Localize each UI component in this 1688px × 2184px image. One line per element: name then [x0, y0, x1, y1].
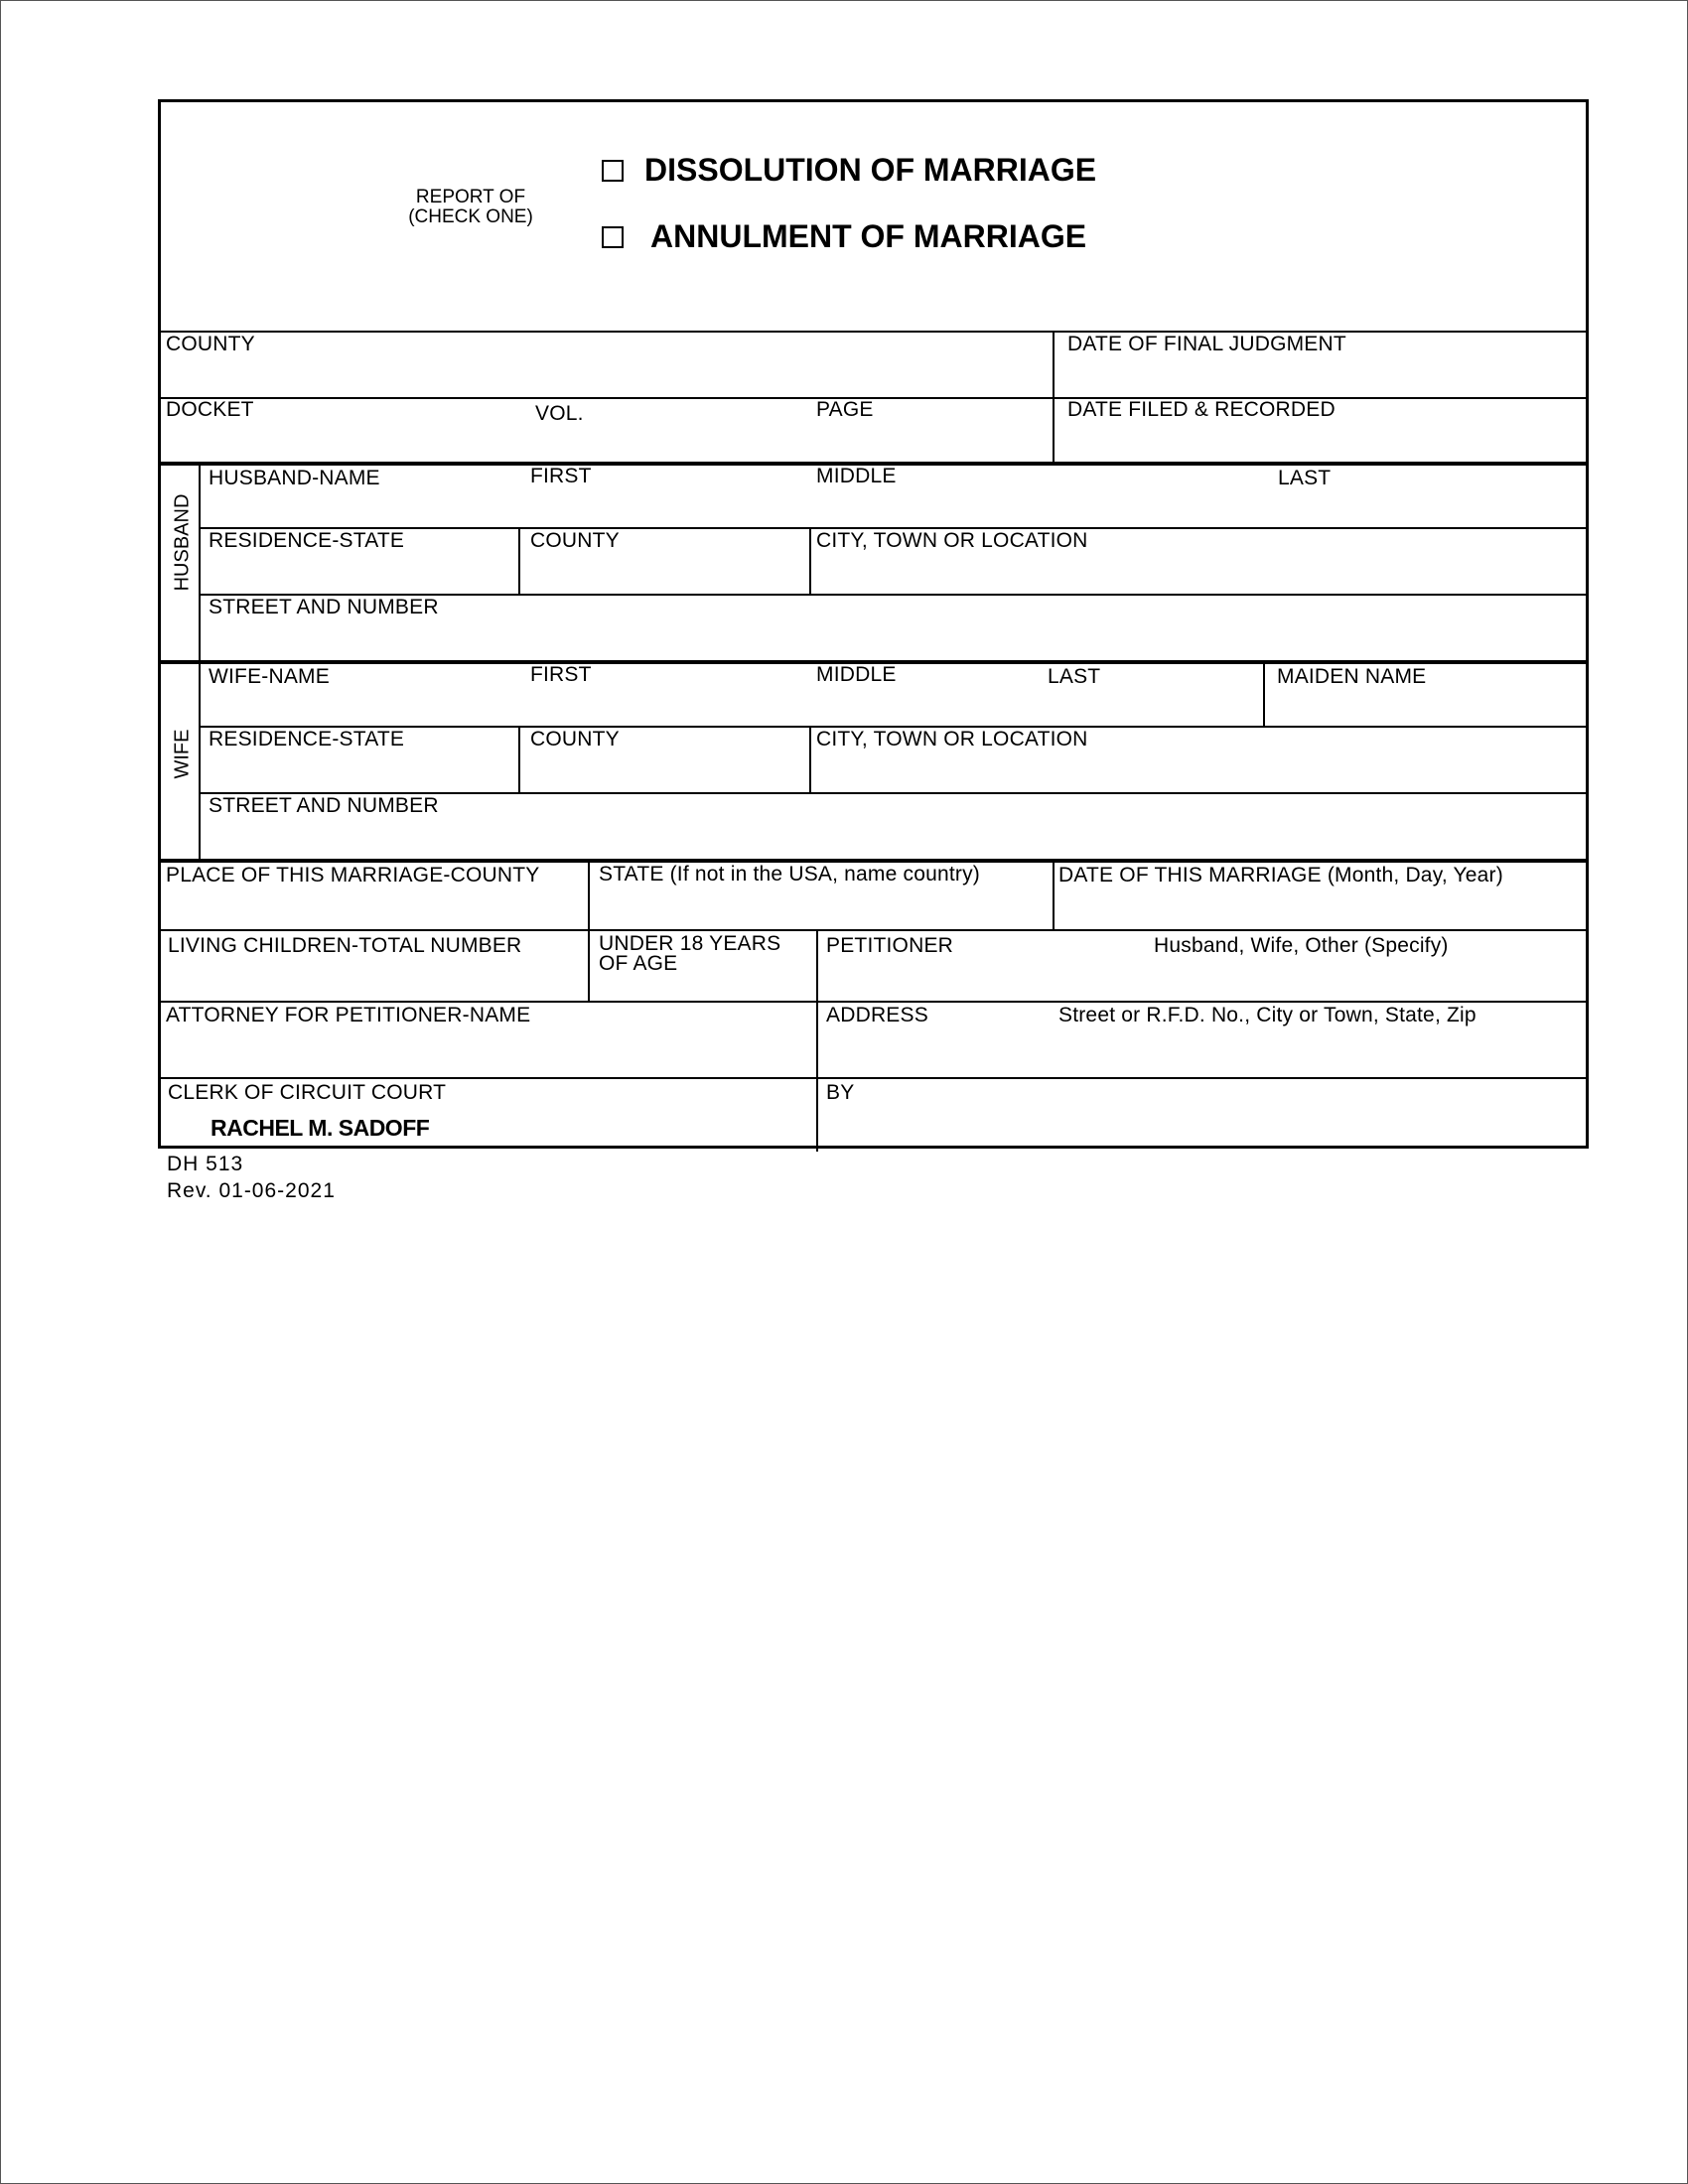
wife-street-field[interactable]	[201, 794, 1589, 858]
husband-middle-field[interactable]	[806, 466, 1253, 525]
husband-section-label: HUSBAND	[171, 493, 194, 592]
clerk-name: RACHEL M. SADOFF	[211, 1115, 430, 1141]
annulment-checkbox[interactable]	[602, 226, 624, 248]
under18-label-line2: OF AGE	[599, 952, 678, 975]
county-label: COUNTY	[166, 333, 255, 355]
wife-middle-field[interactable]	[806, 664, 1043, 724]
wife-last-field[interactable]	[1043, 664, 1261, 724]
husband-county-field[interactable]	[520, 529, 809, 593]
dissolution-checkbox[interactable]	[602, 160, 624, 182]
form-number: DH 513	[167, 1153, 244, 1175]
place-county-field[interactable]	[161, 863, 588, 928]
petitioner-label: PETITIONER	[826, 934, 954, 957]
wife-residence-state-field[interactable]	[201, 728, 518, 791]
children-field[interactable]	[161, 931, 588, 1001]
clerk-label: CLERK OF CIRCUIT COURT	[168, 1081, 447, 1104]
petitioner-field[interactable]	[818, 931, 1589, 1001]
wife-county-field[interactable]	[520, 728, 809, 791]
date-final-judgment-label: DATE OF FINAL JUDGMENT	[1067, 333, 1346, 355]
report-of-text: REPORT OF	[415, 187, 526, 207]
docket-field[interactable]	[161, 399, 528, 461]
marriage-state-field[interactable]	[590, 863, 1053, 928]
husband-residence-state-label: RESIDENCE-STATE	[209, 529, 405, 552]
address-field[interactable]	[818, 1003, 1589, 1076]
by-label: BY	[826, 1081, 855, 1104]
report-form	[158, 99, 1589, 1149]
wife-name-label: WIFE-NAME	[209, 665, 330, 688]
husband-last-label: LAST	[1278, 467, 1332, 489]
annulment-label: ANNULMENT OF MARRIAGE	[650, 218, 1087, 254]
husband-last-field[interactable]	[1253, 466, 1589, 525]
county-field[interactable]	[161, 333, 1051, 396]
wife-first-label: FIRST	[530, 663, 592, 686]
date-filed-label: DATE FILED & RECORDED	[1067, 398, 1336, 421]
husband-first-label: FIRST	[530, 465, 592, 487]
petitioner-hint: Husband, Wife, Other (Specify)	[1154, 934, 1449, 957]
date-final-judgment-field[interactable]	[1055, 333, 1589, 396]
wife-city-field[interactable]	[811, 728, 1589, 791]
vol-field[interactable]	[528, 399, 806, 461]
wife-city-label: CITY, TOWN OR LOCATION	[816, 728, 1088, 751]
husband-residence-state-field[interactable]	[201, 529, 518, 593]
marriage-state-label: STATE (If not in the USA, name country)	[599, 863, 980, 886]
vol-label: VOL.	[535, 402, 584, 425]
address-hint: Street or R.F.D. No., City or Town, State, Zip	[1058, 1004, 1477, 1026]
page-label: PAGE	[816, 398, 874, 421]
wife-section-label: WIFE	[171, 729, 194, 779]
page-field[interactable]	[806, 399, 1051, 461]
place-county-label: PLACE OF THIS MARRIAGE-COUNTY	[166, 864, 540, 887]
wife-last-label: LAST	[1048, 665, 1101, 688]
marriage-date-field[interactable]	[1055, 863, 1589, 928]
wife-first-field[interactable]	[528, 664, 806, 724]
wife-maiden-label: MAIDEN NAME	[1277, 665, 1427, 688]
attorney-label: ATTORNEY FOR PETITIONER-NAME	[166, 1004, 531, 1026]
address-label: ADDRESS	[826, 1004, 928, 1026]
docket-label: DOCKET	[166, 398, 254, 421]
attorney-field[interactable]	[161, 1003, 816, 1076]
husband-city-field[interactable]	[811, 529, 1589, 593]
date-filed-field[interactable]	[1055, 399, 1589, 461]
check-one-text: (CHECK ONE)	[408, 206, 533, 227]
dissolution-label: DISSOLUTION OF MARRIAGE	[644, 152, 1097, 188]
children-label: LIVING CHILDREN-TOTAL NUMBER	[168, 934, 522, 957]
husband-street-field[interactable]	[201, 596, 1589, 659]
husband-city-label: CITY, TOWN OR LOCATION	[816, 529, 1088, 552]
husband-name-label: HUSBAND-NAME	[209, 467, 380, 489]
husband-street-label: STREET AND NUMBER	[209, 596, 439, 618]
husband-middle-label: MIDDLE	[816, 465, 897, 487]
report-of-label	[401, 188, 540, 227]
wife-residence-state-label: RESIDENCE-STATE	[209, 728, 405, 751]
under18-field[interactable]	[590, 931, 816, 1001]
under18-label-line1: UNDER 18 YEARS	[599, 932, 781, 955]
wife-county-label: COUNTY	[530, 728, 620, 751]
wife-maiden-field[interactable]	[1265, 664, 1589, 724]
husband-county-label: COUNTY	[530, 529, 620, 552]
by-field[interactable]	[818, 1079, 1589, 1149]
marriage-date-label: DATE OF THIS MARRIAGE (Month, Day, Year)	[1058, 864, 1503, 887]
wife-street-label: STREET AND NUMBER	[209, 794, 439, 817]
wife-middle-label: MIDDLE	[816, 663, 897, 686]
form-revision: Rev. 01-06-2021	[167, 1179, 336, 1202]
husband-first-field[interactable]	[528, 466, 806, 525]
